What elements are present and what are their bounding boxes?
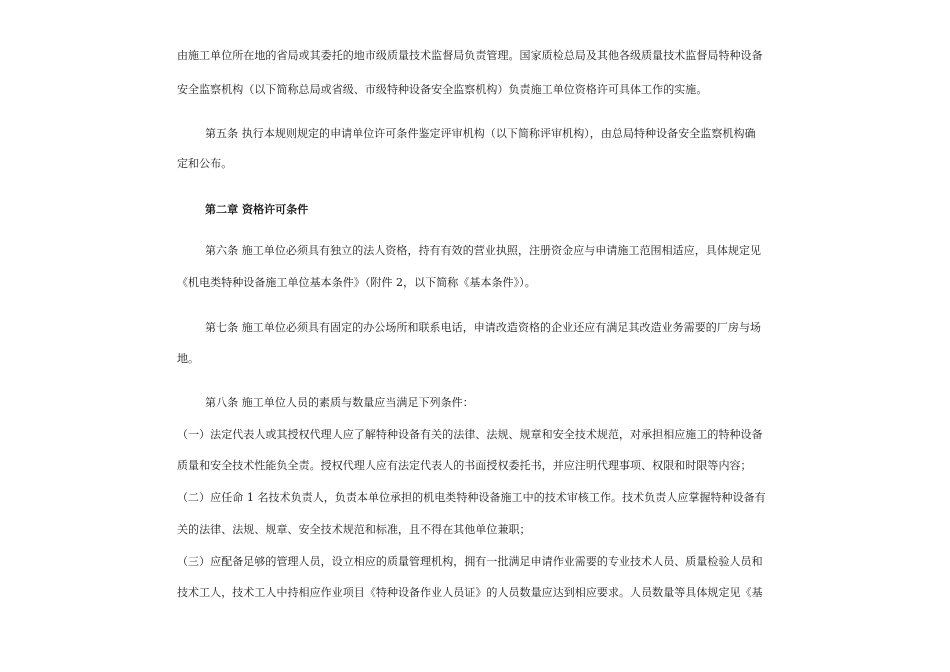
- article-5-text: 第五条 执行本规则规定的申请单位许可条件鉴定评审机构（以下简称评审机构），由总局特种设备安全监察机构确: [205, 127, 756, 140]
- list-item-1: （一）法定代表人或其授权代理人应了解特种设备有关的法律、法规、规章和安全技术规范，对承担相应施工的特种设备: [177, 428, 763, 441]
- chapter-heading: 第二章 资格许可条件: [205, 203, 309, 216]
- article-6-text: 第六条 施工单位必须具有独立的法人资格，持有有效的营业执照，注册资金应与申请施工范围相适应，具体规定见: [205, 244, 762, 257]
- text-line: 质量和安全技术性能负全责。授权代理人应有法定代表人的书面授权委托书，并应注明代理事项、权限和时限等内容；: [177, 459, 752, 472]
- article-7-text: 第七条 施工单位必须具有固定的办公场所和联系电话，申请改造资格的企业还应有满足其改造业务需要的厂房与场: [205, 321, 762, 334]
- text-line: 关的法律、法规、规章、安全技术规范和标准，且不得在其他单位兼职；: [177, 523, 531, 536]
- list-item-2: （二）应任命 1 名技术负责人，负责本单位承担的机电类特种设备施工中的技术审核工作。技术负责人应掌握特种设备有: [177, 491, 766, 504]
- article-8-text: 第八条 施工单位人员的素质与数量应当满足下列条件：: [205, 396, 474, 409]
- text-line: 定和公布。: [177, 157, 233, 170]
- text-line: 技术工人，技术工人中持相应作业项目《特种设备作业人员证》的人员数量应达到相应要求。人员数量等具体规定见《基: [177, 586, 763, 599]
- text-line: 由施工单位所在地的省局或其委托的地市级质量技术监督局负责管理。国家质检总局及其他各级质量技术监督局特种设备: [177, 49, 763, 62]
- text-line: 安全监察机构（以下简称总局或省级、市级特种设备安全监察机构）负责施工单位资格许可具体工作的实施。: [177, 83, 708, 96]
- text-line: 地。: [177, 352, 200, 365]
- document-page: [177, 0, 777, 672]
- text-line: 《机电类特种设备施工单位基本条件》（附件 2，以下简称《基本条件》）。: [177, 276, 536, 289]
- list-item-3: （三）应配备足够的管理人员，设立相应的质量管理机构，拥有一批满足申请作业需要的专业技术人员、质量检验人员和: [177, 555, 763, 568]
